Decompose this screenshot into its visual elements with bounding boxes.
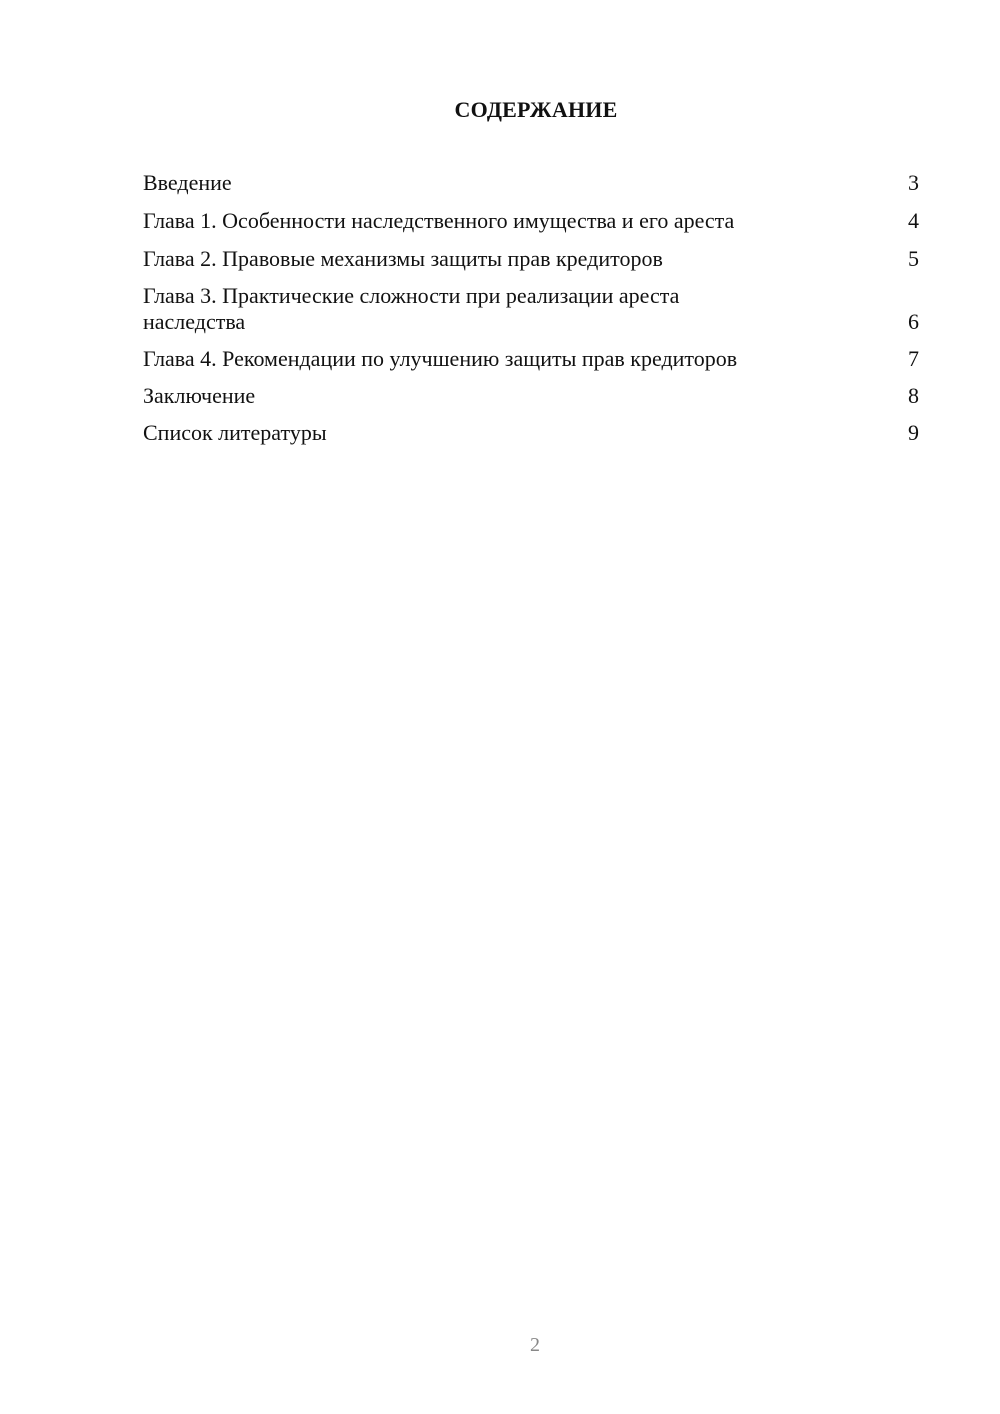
toc-entry-title: Список литературы bbox=[143, 420, 327, 445]
toc-entry-page: 4 bbox=[908, 208, 919, 233]
toc-entry-page: 6 bbox=[908, 309, 919, 334]
toc-entry-page: 3 bbox=[908, 170, 919, 195]
toc-entry-conclusion bbox=[143, 383, 919, 409]
toc-entry-page: 5 bbox=[908, 246, 919, 271]
toc-entry-page: 9 bbox=[908, 420, 919, 445]
toc-entry-title: Введение bbox=[143, 170, 232, 195]
toc-entry-page: 8 bbox=[908, 383, 919, 408]
page-number: 2 bbox=[530, 1334, 540, 1356]
toc-entry-chapter-1 bbox=[143, 208, 919, 234]
toc-entry-references bbox=[143, 420, 919, 446]
toc-entry-title: Глава 2. Правовые механизмы защиты прав кредиторов bbox=[143, 246, 663, 271]
toc-entry-chapter-2 bbox=[143, 246, 919, 272]
toc-heading: СОДЕРЖАНИЕ bbox=[454, 97, 618, 122]
toc-entry-title: Глава 3. Практические сложности при реализации ареста наследства bbox=[143, 283, 680, 334]
toc-entry-title: Глава 1. Особенности наследственного имущества и его ареста bbox=[143, 208, 735, 233]
toc-entry-chapter-4 bbox=[143, 346, 919, 372]
toc-entry-chapter-3 bbox=[143, 283, 919, 335]
toc-entry-page: 7 bbox=[908, 346, 919, 371]
toc-entry-introduction bbox=[143, 170, 919, 196]
toc-entry-title: Глава 4. Рекомендации по улучшению защиты прав кредиторов bbox=[143, 346, 738, 371]
toc-entry-title: Заключение bbox=[143, 383, 256, 408]
table-of-contents bbox=[143, 170, 919, 446]
